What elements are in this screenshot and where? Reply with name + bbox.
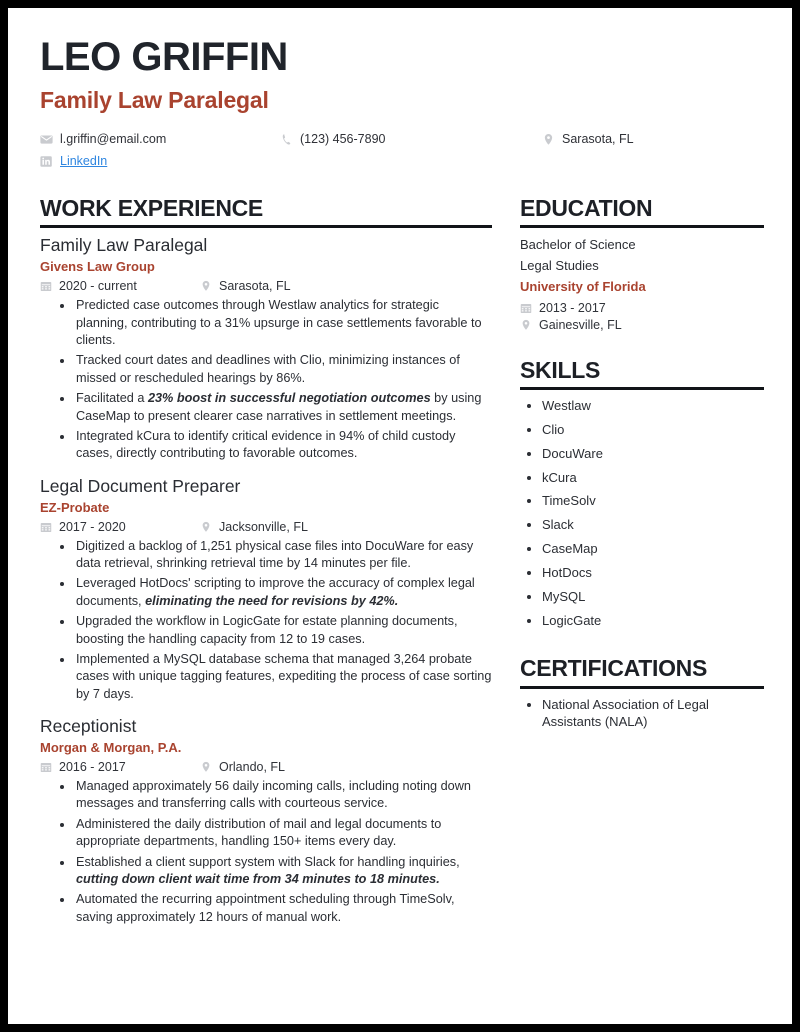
envelope-icon	[40, 133, 53, 146]
contact-row-secondary	[40, 150, 764, 172]
work-entry-location: Sarasota, FL	[219, 279, 291, 294]
list-item: • Clio	[542, 421, 764, 440]
right-column	[502, 196, 764, 939]
contact-email[interactable]	[40, 132, 280, 146]
list-item: • Slack	[542, 516, 764, 535]
bullet-pre: Managed approximately 56 daily incoming calls, including noting down messages and transferring calls with courteous service.	[76, 778, 471, 811]
contact-linkedin-text[interactable]: LinkedIn	[60, 154, 108, 168]
bullet-pre: Tracked court dates and deadlines with Clio, minimizing instances of missed or rescheduled hearings by 86%.	[76, 353, 460, 385]
contact-location	[542, 132, 764, 146]
skills-list	[520, 397, 764, 630]
work-entry-meta	[40, 520, 492, 534]
education-school: University of Florida	[520, 278, 646, 294]
linkedin-icon	[40, 155, 53, 168]
section-title-work-experience: WORK EXPERIENCE	[40, 195, 263, 221]
contact-row-primary	[40, 128, 764, 150]
work-entry-bullets	[40, 297, 492, 463]
bullet-item	[74, 778, 492, 813]
section-divider	[520, 686, 764, 689]
section-title-education: EDUCATION	[520, 195, 653, 221]
work-entry-org: Morgan & Morgan, P.A.	[40, 739, 182, 755]
work-entry	[40, 476, 492, 703]
work-entry-dates-wrap	[40, 760, 200, 774]
list-item: • LogicGate	[542, 612, 764, 631]
work-entry	[40, 716, 492, 926]
section-divider	[520, 387, 764, 390]
location-pin-icon	[200, 280, 212, 292]
list-item: • MySQL	[542, 588, 764, 607]
candidate-job-title: Family Law Paralegal	[40, 87, 269, 113]
contact-linkedin[interactable]	[40, 154, 280, 168]
work-entry-title: Family Law Paralegal	[40, 235, 208, 256]
certifications-list	[520, 696, 764, 731]
education-degree: Bachelor of Science	[520, 237, 636, 253]
resume-header	[40, 36, 764, 172]
list-item: • TimeSolv	[542, 492, 764, 511]
work-entry-location: Orlando, FL	[219, 759, 286, 774]
work-entry-location-wrap	[200, 520, 308, 534]
bullet-post: by using CaseMap to present clearer case narratives in settlement meetings.	[76, 391, 482, 423]
list-item: • DocuWare	[542, 445, 764, 464]
bullet-pre: Automated the recurring appointment scheduling through TimeSolv, saving approximately 12 hours of manual work.	[76, 892, 455, 924]
work-entry-bullets	[40, 778, 492, 926]
calendar-icon	[40, 280, 52, 292]
education-dates: 2013 - 2017	[539, 300, 606, 315]
work-entry-location: Jacksonville, FL	[219, 519, 308, 534]
calendar-icon	[40, 761, 52, 773]
section-title-skills: SKILLS	[520, 356, 600, 383]
section-title-certifications: CERTIFICATIONS	[520, 655, 708, 682]
bullet-pre: Leveraged HotDocs' scripting to improve the accuracy of complex legal documents,	[76, 576, 475, 608]
contact-email-text: l.griffin@email.com	[60, 132, 167, 146]
contact-location-text: Sarasota, FL	[562, 132, 634, 146]
bullet-item	[74, 390, 492, 425]
bullet-pre: Facilitated a	[76, 391, 148, 406]
bullet-pre: Administered the daily distribution of mail and legal documents to appropriate departments, handling 150+ items every day.	[76, 816, 442, 849]
bullet-item	[74, 575, 492, 610]
bullet-pre: Integrated kCura to identify critical evidence in 94% of child custody cases, directly contributing to favorable outcomes.	[76, 428, 456, 461]
work-entry-dates-wrap	[40, 520, 200, 534]
section-certifications	[520, 656, 764, 730]
bullet-item	[74, 428, 492, 463]
list-item: • HotDocs	[542, 564, 764, 583]
bullet-pre: Established a client support system with Slack for handling inquiries,	[76, 854, 460, 869]
section-education	[520, 196, 764, 332]
bullet-emphasis: eliminating the need for revisions by 42%.	[145, 593, 399, 608]
education-dates-wrap	[520, 301, 764, 315]
bullet-pre: Predicted case outcomes through Westlaw analytics for strategic planning, contributing to a 31% upsurge in case settlements favorable to clients.	[76, 298, 482, 347]
work-entry-dates: 2020 - current	[59, 279, 137, 294]
list-item: • National Association of Legal Assistants (NALA)	[542, 696, 764, 731]
list-item: • Westlaw	[542, 397, 764, 416]
work-entry-title: Receptionist	[40, 716, 137, 737]
bullet-item	[74, 891, 492, 926]
location-pin-icon	[520, 319, 532, 331]
contact-phone[interactable]	[280, 132, 542, 146]
work-entry	[40, 235, 492, 462]
bullet-emphasis: 23% boost in successful negotiation outcomes	[147, 391, 431, 406]
work-entry-meta	[40, 279, 492, 293]
section-divider	[520, 225, 764, 228]
work-entry-meta	[40, 760, 492, 774]
section-divider	[40, 225, 492, 228]
resume-page	[8, 8, 792, 1024]
bullet-pre: Upgraded the workflow in LogicGate for estate planning documents, boosting the handling capacity from 12 to 19 cases.	[76, 614, 458, 646]
bullet-item	[74, 613, 492, 648]
list-item: • kCura	[542, 469, 764, 488]
bullet-emphasis: cutting down client wait time from 34 minutes to 18 minutes.	[76, 871, 440, 886]
calendar-icon	[520, 302, 532, 314]
bullet-item	[74, 651, 492, 703]
bullet-item	[74, 854, 492, 889]
bullet-item	[74, 816, 492, 851]
phone-icon	[280, 133, 293, 146]
contact-block	[40, 128, 764, 172]
left-column	[40, 196, 502, 939]
calendar-icon	[40, 521, 52, 533]
bullet-pre: Digitized a backlog of 1,251 physical case files into DocuWare for easy data retrieval, shrinking retrieval time by 14 minutes per file.	[76, 538, 474, 570]
work-entry-location-wrap	[200, 279, 291, 293]
list-item: • CaseMap	[542, 540, 764, 559]
bullet-item	[74, 538, 492, 573]
education-field: Legal Studies	[520, 258, 599, 274]
work-entry-dates-wrap	[40, 279, 200, 293]
contact-phone-text: (123) 456-7890	[300, 132, 386, 146]
section-skills	[520, 358, 764, 631]
bullet-pre: Implemented a MySQL database schema that managed 3,264 probate cases with unique tagging features, expediting the process of case sorting by 7 days.	[76, 651, 492, 701]
work-entry-dates: 2016 - 2017	[59, 759, 126, 774]
work-entry-location-wrap	[200, 760, 285, 774]
work-entry-bullets	[40, 538, 492, 704]
location-pin-icon	[200, 761, 212, 773]
bullet-item	[74, 297, 492, 349]
work-entry-org: Givens Law Group	[40, 259, 155, 275]
work-entry-dates: 2017 - 2020	[59, 519, 126, 534]
education-location-wrap	[520, 318, 764, 332]
candidate-name: LEO GRIFFIN	[40, 35, 288, 79]
section-work-experience	[40, 196, 492, 926]
education-location: Gainesville, FL	[539, 317, 622, 332]
bullet-item	[74, 352, 492, 387]
work-entry-org: EZ-Probate	[40, 499, 110, 515]
resume-body	[40, 196, 764, 939]
work-entry-title: Legal Document Preparer	[40, 475, 241, 496]
location-pin-icon	[200, 521, 212, 533]
location-pin-icon	[542, 133, 555, 146]
